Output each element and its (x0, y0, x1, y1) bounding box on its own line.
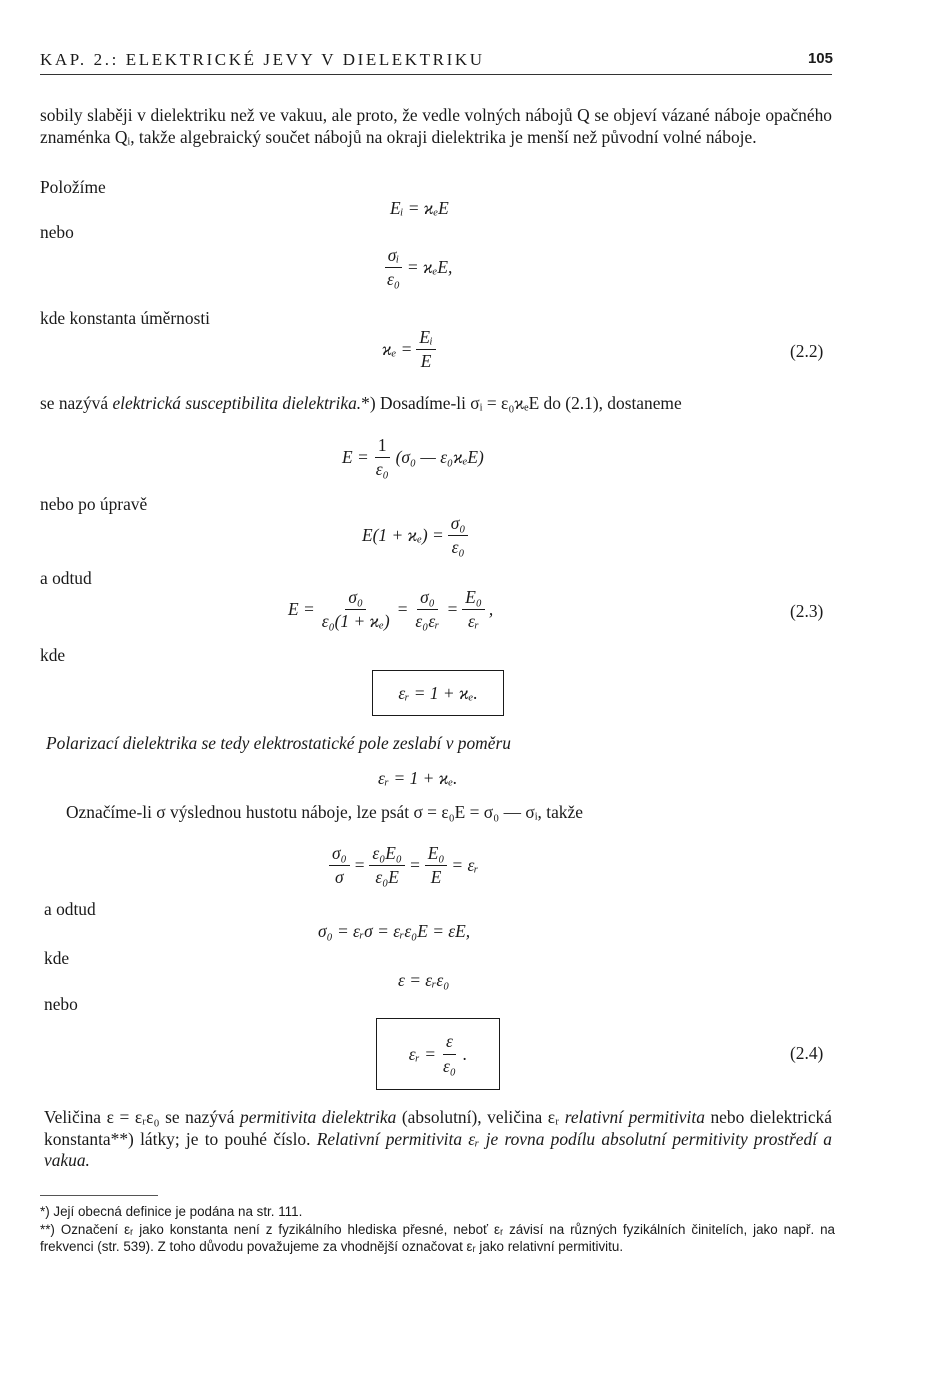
eq3-numerator: Eᵢ (416, 328, 435, 350)
equation-2 (380, 246, 452, 289)
eq5-fraction (448, 514, 469, 557)
boxed-equation-relative-permittivity: εᵣ = $\frac{\varepsilon}{\text{ε₀}}$ . (376, 1018, 500, 1090)
equation-11: ε = εᵣε₀ (398, 970, 450, 990)
equation-1: Eᵢ = ϰₑE (390, 198, 449, 218)
eq4-numerator: 1 (375, 436, 390, 458)
eq5-denominator: ε₀ (451, 537, 465, 558)
susc-text-1: se nazývá (40, 393, 109, 413)
footnote-rule (40, 1195, 158, 1196)
eq4-lhs: E = (342, 447, 369, 468)
chapter-header: KAP. 2.: ELEKTRICKÉ JEVY V DIELEKTRIKU (40, 50, 485, 69)
perm-statement-1: Relativní permitivita (316, 1128, 463, 1149)
eq2-rhs: = ϰₑE, (406, 257, 453, 278)
eq6-lhs: E = (288, 599, 315, 620)
eq12-denominator: ε₀ (442, 1055, 456, 1076)
text-nebo-1: nebo (40, 222, 74, 242)
eq9-fraction-1 (329, 844, 350, 887)
perm-statement-2: εᵣ je rovna podílu absolutní permitivity prostředí a vakua. (44, 1128, 832, 1170)
perm-term-absolute: permitivita dielektrika (240, 1107, 397, 1127)
eq2-fraction (384, 246, 403, 289)
eq9-rhs: = εᵣ (451, 855, 479, 876)
eq4-denominator: ε₀ (375, 459, 389, 480)
text-nebo-po-uprave: nebo po úpravě (40, 494, 148, 514)
eq5-numerator: σ₀ (448, 514, 469, 536)
text-a-odtud-1: a odtud (40, 568, 92, 588)
text-a-odtud-2: a odtud (44, 899, 96, 919)
susc-text-2: *) Dosadíme-li σᵢ = ε₀ϰₑE do (2.1), dostaneme (361, 393, 682, 413)
eq2-denominator: ε₀ (387, 269, 400, 290)
equation-label-2-2: (2.2) (790, 341, 824, 361)
equation-9: $\frac{\text{σ₀}}{\sigma}$ = $\frac{\text{ε₀E₀}}{\text{ε₀E}}$ = $\frac{\text{E₀}}{E}$ = εᵣ (325, 844, 479, 887)
eq6-denominator-1: ε₀(1 + ϰₑ) (321, 611, 390, 632)
footnote-1: *) Její obecná definice je podána na str. 111. (40, 1204, 303, 1219)
eq12-numerator: ε (443, 1032, 456, 1054)
equation-label-2-3: (2.3) (790, 601, 824, 621)
text-nebo-2: nebo (44, 994, 78, 1014)
text-kde-2: kde (44, 948, 70, 968)
equation-6: E = $\frac{\text{σ₀}}{\text{ε₀(1 + ϰₑ)}}$ = $\frac{\text{σ₀}}{\text{ε₀εᵣ}}$ = $\frac{\text{E₀}}{\text{εᵣ}}$ , (288, 587, 494, 632)
eq9-fraction-2 (369, 844, 405, 887)
eq9-denominator-3: E (430, 867, 442, 888)
eq12-fraction (440, 1032, 459, 1075)
eq4-fraction (373, 436, 392, 479)
eq9-numerator-1: σ₀ (329, 844, 350, 866)
perm-term-relative: relativní permitivita (564, 1107, 705, 1127)
eq6-numerator-2: σ₀ (417, 588, 438, 610)
eq9-numerator-2: ε₀E₀ (369, 844, 405, 866)
eq3-fraction (416, 328, 435, 371)
paragraph-susceptibility (40, 393, 832, 415)
eq9-numerator-3: E₀ (425, 844, 448, 866)
statement-polarizace: Polarizací dielektrika se tedy elektrostatické pole zeslabí v poměru (46, 733, 511, 753)
perm-text-1: Veličina ε = εᵣε₀ se nazývá (44, 1107, 235, 1127)
eq3-lhs: ϰₑ = (382, 339, 413, 360)
eq6-numerator-3: E₀ (462, 588, 485, 610)
page-number: 105 (807, 50, 833, 67)
equation-4 (342, 436, 484, 479)
eq9-denominator-2: ε₀E (375, 867, 399, 888)
eq6-fraction-2 (412, 588, 442, 631)
text-oznacime: Označíme-li σ výslednou hustotu náboje, lze psát σ = ε₀E = σ₀ — σᵢ, takže (66, 802, 583, 822)
equation-5 (362, 514, 472, 557)
header-rule (40, 74, 832, 75)
equation-3 (382, 328, 440, 371)
eq9-denominator-1: σ (335, 867, 344, 888)
boxed-equation-er: εᵣ = 1 + ϰₑ. (372, 670, 504, 716)
eq5-lhs: E(1 + ϰₑ) = (362, 525, 444, 546)
text-kde-konstanta: kde konstanta úměrnosti (40, 308, 211, 328)
text-kde-1: kde (40, 645, 66, 665)
eq9-fraction-3 (425, 844, 448, 887)
footnote-2: **) Označení εᵣ jako konstanta není z fyzikálního hlediska přesné, neboť εᵣ závisí na různých fyzikálních činitelích, jako např. na frekvenci (str. 539). Z toho důvodu považujeme za vhodnější označovat εᵣ jako relativní permitivitu. (40, 1222, 835, 1254)
eq6-denominator-3: εᵣ (467, 611, 480, 632)
perm-text-2: (absolutní), veličina εᵣ (401, 1107, 560, 1127)
perm-text-3: nebo dielektrická konstanta**) látky; je to pouhé číslo. (44, 1107, 832, 1149)
text-polozime: Položíme (40, 177, 106, 197)
paragraph-permittivity (44, 1107, 832, 1172)
susc-term: elektrická susceptibilita dielektrika. (112, 393, 362, 413)
eq6-numerator-1: σ₀ (345, 588, 366, 610)
eq6-fraction-3 (462, 588, 485, 631)
eq6-fraction-1 (319, 588, 393, 631)
eq4-rhs: (σ₀ — ε₀ϰₑE) (395, 447, 484, 468)
paragraph-intro: sobily slaběji v dielektriku než ve vakuu, ale proto, že vedle volných nábojů Q se objeví vázané náboje opačného znaménka Qᵢ, takže algebraický součet nábojů na okraji dielektrika je menší než původní volné náboje. (40, 105, 832, 147)
eq2-numerator: σᵢ (385, 246, 402, 268)
eq12-lhs: εᵣ = (408, 1043, 436, 1064)
eq6-denominator-2: ε₀εᵣ (415, 611, 440, 632)
eq3-denominator: E (420, 351, 432, 372)
equation-8: εᵣ = 1 + ϰₑ. (378, 768, 458, 788)
equation-label-2-4: (2.4) (790, 1043, 824, 1063)
equation-10: σ₀ = εᵣσ = εᵣε₀E = εE, (318, 921, 471, 941)
